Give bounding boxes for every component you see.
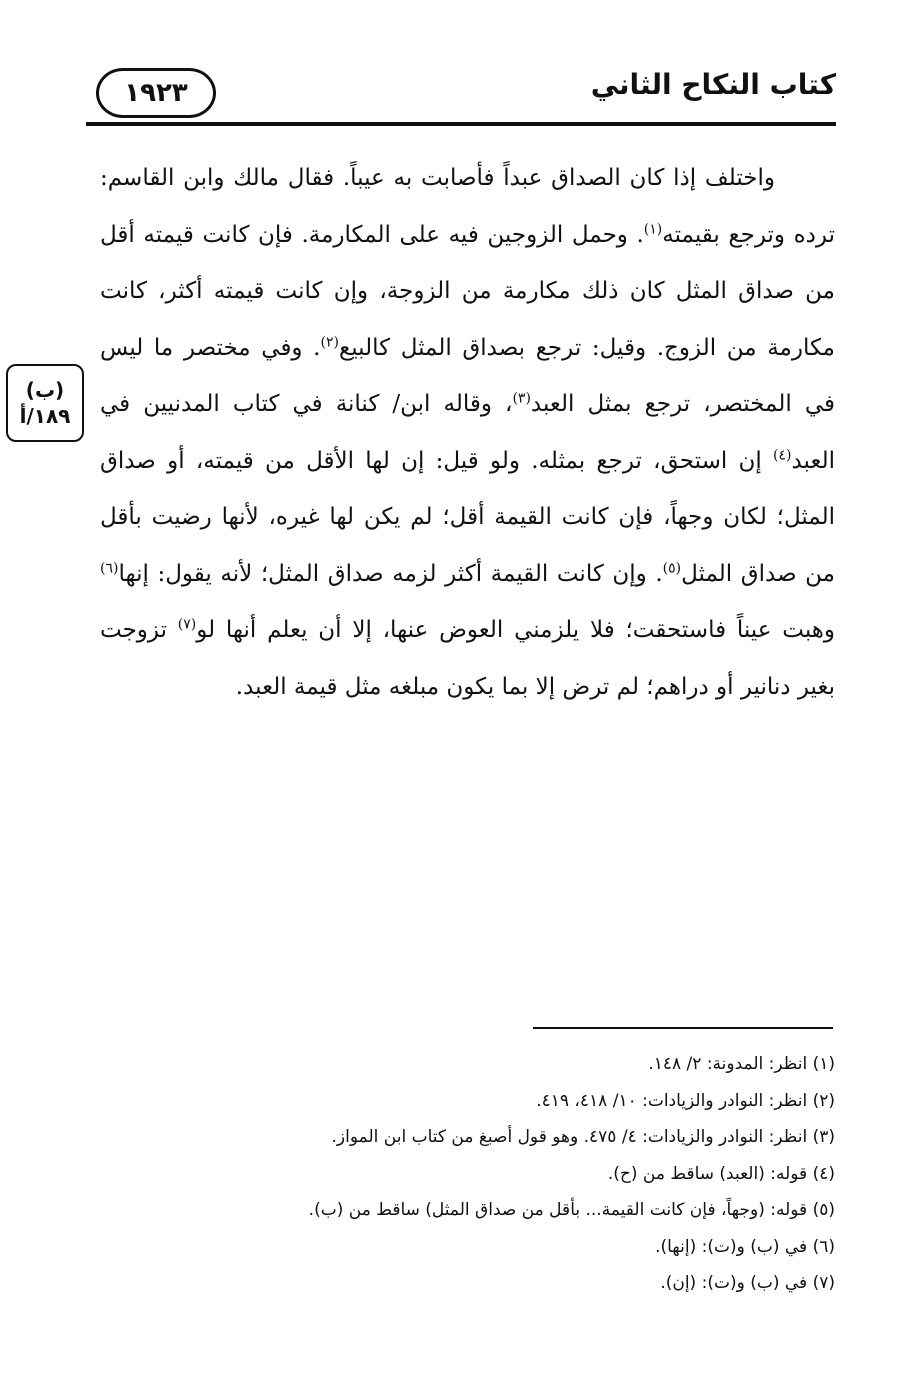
body-paragraph <box>100 150 835 715</box>
footnote-ref-2: (٢) <box>320 333 339 350</box>
footnote-ref-3: (٣) <box>512 390 531 407</box>
footnote-ref-7: (٧) <box>177 616 197 633</box>
folio-number: ١٨٩/أ <box>19 404 71 428</box>
header-rule <box>86 122 836 126</box>
footnote-ref-6: (٦) <box>100 559 119 576</box>
manuscript-folio-note <box>6 364 84 442</box>
footnote-3: (٣) انظر: النوادر والزيادات: ٤/ ٤٧٥. وهو قول أصبغ من كتاب ابن المواز. <box>331 1127 835 1147</box>
footnote-6: (٦) في (ب) و(ت): (إنها). <box>655 1236 835 1257</box>
page-number-badge: ١٩٢٣ <box>96 68 216 118</box>
text-segment: تزوجت بغير دنانير أو دراهم؛ لم ترض إلا بما يكون مبلغه مثل قيمة العبد. <box>100 617 835 700</box>
footnote-7: (٧) في (ب) و(ت): (إن). <box>660 1273 835 1293</box>
text-segment: وهبت عيناً فاستحقت؛ فلا يلزمني العوض عنها، إلا أن يعلم أنها لو <box>196 617 835 643</box>
page-header <box>86 62 836 126</box>
text-segment: . وإن كانت القيمة أكثر لزمه صداق المثل؛ لأنه يقول: إنها <box>118 560 663 587</box>
footnote-ref-5: (٥) <box>662 559 682 576</box>
footnote-4: (٤) قوله: (العبد) ساقط من (ح). <box>607 1163 835 1184</box>
text-segment: . وحمل الزوجين فيه على المكارمة. فإن كانت قيمته أقل من صداق المثل كان ذلك مكارمة من الزوجة، وإن كانت قيمته أكثر، كانت مكارمة من الزوج. وقيل: ترجع بصداق المثل كالبيع <box>100 221 835 361</box>
folio-manuscript-label: (ب) <box>25 378 65 402</box>
footnote-1: (١) انظر: المدونة: ٢/ ١٤٨. <box>648 1054 835 1074</box>
text-segment: واختلف إذا كان الصداق عبداً فأصابت به عيباً. فقال مالك وابن القاسم: ترده وترجع بقيمته <box>100 165 835 248</box>
footnote-ref-1: (١) <box>643 220 663 237</box>
footnote-separator <box>533 1027 833 1029</box>
footnotes-list <box>100 1046 835 1302</box>
text-segment: ، وقاله ابن/ كنانة في كتاب المدنيين في العبد <box>100 391 835 474</box>
footnote-ref-4: (٤) <box>773 446 792 463</box>
running-title: كتاب النكاح الثاني <box>590 68 836 101</box>
text-segment: . وفي مختصر ما ليس في المختصر، ترجع بمثل العبد <box>100 334 835 417</box>
text-segment: إن استحق، ترجع بمثله. ولو قيل: إن لها الأقل من قيمته، أو صداق المثل؛ لكان وجهاً، فإن كانت القيمة أقل؛ لم يكن لها غيره، لأنها رضيت بأقل من صداق المثل <box>100 447 836 587</box>
footnote-2: (٢) انظر: النوادر والزيادات: ١٠/ ٤١٨، ٤١٩. <box>536 1090 835 1111</box>
main-text <box>100 150 835 715</box>
footnote-5: (٥) قوله: (وجهاً، فإن كانت القيمة... بأقل من صداق المثل) ساقط من (ب). <box>308 1200 835 1220</box>
